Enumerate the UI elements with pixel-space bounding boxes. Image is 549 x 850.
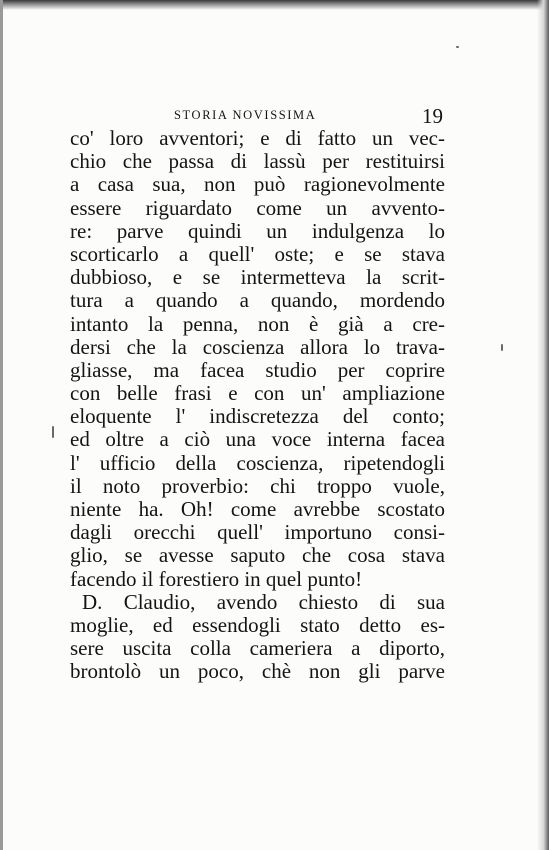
page-top-edge-shadow — [0, 0, 549, 10]
text-line: tura a quando a quando, mordendo — [70, 288, 445, 313]
text-line: a casa sua, non può ragionevolmente — [70, 172, 445, 197]
body-text — [70, 127, 445, 684]
text-line: intanto la penna, non è già a cre- — [70, 311, 445, 336]
paper-speck — [456, 46, 459, 48]
text-line: dagli orecchi quell' importuno consi- — [70, 520, 445, 545]
text-line: gliasse, ma facea studio per coprire — [70, 357, 445, 382]
text-line: re: parve quindi un indulgenza lo — [70, 218, 445, 243]
running-header — [70, 106, 445, 128]
text-line: chio che passa di lassù per restituirsi — [70, 149, 445, 174]
running-title: STORIA NOVISSIMA — [174, 108, 317, 122]
text-line: l' ufficio della coscienza, ripetendogli — [70, 450, 445, 475]
paper-speck — [52, 426, 54, 438]
page-left-edge — [0, 0, 3, 850]
text-line: il noto proverbio: chi troppo vuole, — [70, 473, 445, 498]
text-line: essere riguardato come un avvento- — [70, 195, 445, 220]
text-line: niente ha. Oh! come avrebbe scostato — [70, 497, 445, 521]
page-right-edge-shadow — [537, 0, 549, 850]
paper-speck — [501, 344, 503, 351]
text-line: glio, se avesse saputo che cosa stava — [70, 543, 445, 568]
text-line: ed oltre a ciò una voce interna facea — [70, 427, 445, 452]
text-line: eloquente l' indiscretezza del conto; — [70, 404, 445, 429]
page-number: 19 — [422, 104, 443, 128]
text-line: moglie, ed essendogli stato detto es- — [70, 612, 445, 637]
text-line: dubbioso, e se intermetteva la scrit- — [70, 265, 445, 290]
paragraph-start-line: D. Claudio, avendo chiesto di sua — [82, 589, 445, 614]
text-line: dersi che la coscienza allora lo trava- — [70, 334, 445, 359]
text-line: co' loro avventori; e di fatto un vec- — [70, 126, 445, 150]
text-line: sere uscita colla cameriera a diporto, — [70, 636, 445, 661]
text-line: brontolò un poco, chè non gli parve — [70, 659, 445, 684]
text-line: con belle frasi e con un' ampliazione — [70, 381, 445, 406]
text-line: scorticarlo a quell' oste; e se stava — [70, 241, 445, 266]
text-line: facendo il forestiero in quel punto! — [70, 566, 363, 591]
